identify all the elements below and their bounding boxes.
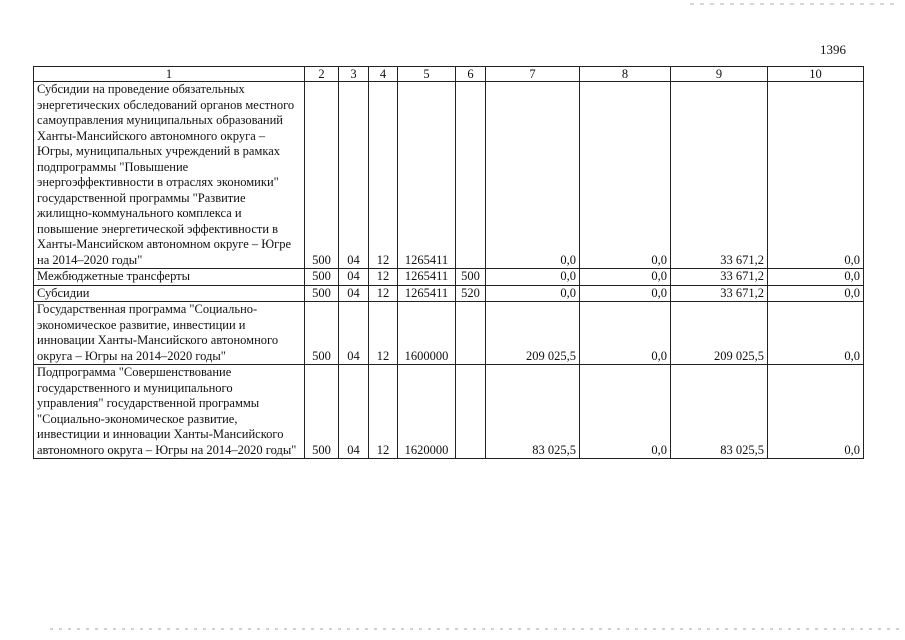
cell-col10: 0,0 (768, 82, 864, 269)
cell-col3: 04 (339, 302, 369, 365)
cell-col4: 12 (369, 302, 398, 365)
cell-col7: 209 025,5 (486, 302, 580, 365)
scan-artifact-bottom (50, 628, 905, 630)
cell-col4: 12 (369, 82, 398, 269)
cell-col10: 0,0 (768, 269, 864, 286)
cell-col9: 33 671,2 (671, 82, 768, 269)
cell-col6 (456, 365, 486, 459)
cell-col5: 1265411 (398, 269, 456, 286)
cell-col9: 33 671,2 (671, 285, 768, 302)
row-description: Субсидии на проведение обязательных энергетических обследований органов местного самоуправления муниципальных образований Ханты-Мансийского автономного округа – Югры, муниципальных учреждений в рамках подпрограммы "Повышение энергоэффективности в отраслях экономики" государственной программы "Развитие жилищно-коммунального комплекса и повышение энергетической эффективности в Ханты-Мансийском автономном округе – Югре на 2014–2020 годы" (34, 82, 305, 269)
cell-col3: 04 (339, 285, 369, 302)
col-header-10: 10 (768, 67, 864, 82)
cell-col3: 04 (339, 269, 369, 286)
table-row (34, 269, 864, 286)
col-header-4: 4 (369, 67, 398, 82)
cell-col3: 04 (339, 82, 369, 269)
cell-col8: 0,0 (580, 285, 671, 302)
cell-col10: 0,0 (768, 302, 864, 365)
cell-col2: 500 (305, 269, 339, 286)
cell-col5: 1600000 (398, 302, 456, 365)
cell-col8: 0,0 (580, 365, 671, 459)
cell-col5: 1620000 (398, 365, 456, 459)
col-header-1: 1 (34, 67, 305, 82)
budget-table (33, 66, 864, 459)
cell-col10: 0,0 (768, 365, 864, 459)
cell-col4: 12 (369, 269, 398, 286)
cell-col4: 12 (369, 285, 398, 302)
cell-col2: 500 (305, 82, 339, 269)
cell-col9: 209 025,5 (671, 302, 768, 365)
cell-col3: 04 (339, 365, 369, 459)
table-row (34, 302, 864, 365)
cell-col7: 0,0 (486, 82, 580, 269)
cell-col10: 0,0 (768, 285, 864, 302)
cell-col6: 520 (456, 285, 486, 302)
row-description: Межбюджетные трансферты (34, 269, 305, 286)
cell-col8: 0,0 (580, 82, 671, 269)
col-header-5: 5 (398, 67, 456, 82)
row-description: Подпрограмма "Совершенствование государственного и муниципального управления" государственной программы "Социально-экономическое развитие, инвестиции и инновации Ханты-Мансийского автономного округа – Югры на 2014–2020 годы" (34, 365, 305, 459)
col-header-3: 3 (339, 67, 369, 82)
cell-col8: 0,0 (580, 269, 671, 286)
cell-col7: 0,0 (486, 285, 580, 302)
cell-col6 (456, 302, 486, 365)
cell-col5: 1265411 (398, 82, 456, 269)
cell-col2: 500 (305, 285, 339, 302)
cell-col8: 0,0 (580, 302, 671, 365)
page-number: 1396 (820, 42, 846, 57)
table-row (34, 285, 864, 302)
cell-col6: 500 (456, 269, 486, 286)
scan-artifact-top (690, 3, 895, 5)
col-header-2: 2 (305, 67, 339, 82)
cell-col9: 33 671,2 (671, 269, 768, 286)
cell-col9: 83 025,5 (671, 365, 768, 459)
row-description: Субсидии (34, 285, 305, 302)
row-description: Государственная программа "Социально-экономическое развитие, инвестиции и инновации Ханты-Мансийского автономного округа – Югры на 2014–2020 годы" (34, 302, 305, 365)
cell-col2: 500 (305, 365, 339, 459)
col-header-8: 8 (580, 67, 671, 82)
cell-col4: 12 (369, 365, 398, 459)
header-row (34, 67, 864, 82)
col-header-7: 7 (486, 67, 580, 82)
table-row (34, 82, 864, 269)
cell-col5: 1265411 (398, 285, 456, 302)
col-header-9: 9 (671, 67, 768, 82)
cell-col2: 500 (305, 302, 339, 365)
cell-col6 (456, 82, 486, 269)
cell-col7: 83 025,5 (486, 365, 580, 459)
table-row (34, 365, 864, 459)
col-header-6: 6 (456, 67, 486, 82)
cell-col7: 0,0 (486, 269, 580, 286)
